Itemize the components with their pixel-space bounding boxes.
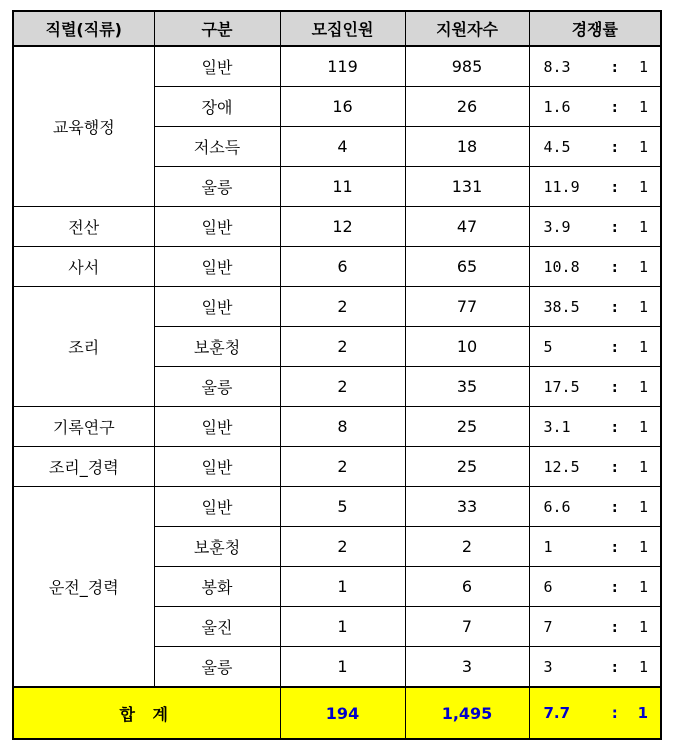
ratio-left: 1.6 [543, 97, 571, 116]
ratio-colon: : [610, 457, 620, 476]
ratio-left: 7 [543, 617, 553, 636]
competition-ratio-cell [529, 447, 661, 487]
job-series-cell: 조리 [13, 287, 154, 407]
ratio-colon: : [610, 257, 620, 276]
recruit-count-cell: 2 [280, 327, 405, 367]
applicant-count-cell: 26 [405, 87, 529, 127]
category-cell: 저소득 [154, 127, 280, 167]
category-cell: 울릉 [154, 367, 280, 407]
recruit-count-cell: 5 [280, 487, 405, 527]
ratio-colon: : [610, 377, 620, 396]
ratio-colon: : [610, 57, 620, 76]
table-header [13, 11, 661, 46]
total-row [13, 687, 661, 739]
ratio-right: 1 [638, 57, 648, 76]
ratio-right: 1 [638, 417, 648, 436]
ratio-left: 12.5 [543, 457, 580, 476]
competition-ratio-cell [529, 287, 661, 327]
ratio-right: 1 [638, 337, 648, 356]
ratio-colon: : [610, 297, 620, 316]
category-cell: 일반 [154, 407, 280, 447]
recruit-count-cell: 2 [280, 287, 405, 327]
category-cell: 일반 [154, 287, 280, 327]
category-cell: 울릉 [154, 167, 280, 207]
ratio-colon: : [610, 97, 620, 116]
recruit-count-cell: 1 [280, 607, 405, 647]
applicant-count-cell: 131 [405, 167, 529, 207]
ratio-left: 38.5 [543, 297, 580, 316]
recruit-count-cell: 8 [280, 407, 405, 447]
applicant-count-cell: 25 [405, 447, 529, 487]
competition-ratio-cell [529, 647, 661, 688]
category-cell: 일반 [154, 447, 280, 487]
ratio-colon: : [610, 337, 620, 356]
ratio-left: 3 [543, 657, 553, 676]
ratio-colon: : [610, 577, 620, 596]
category-cell: 일반 [154, 207, 280, 247]
competition-ratio-cell [529, 367, 661, 407]
applicant-count-cell: 33 [405, 487, 529, 527]
ratio-right: 1 [638, 297, 648, 316]
applicant-count-cell: 25 [405, 407, 529, 447]
header-job-series: 직렬(직류) [13, 11, 154, 46]
table-row [13, 207, 661, 247]
ratio-left: 5 [543, 337, 553, 356]
competition-ratio-cell [529, 407, 661, 447]
total-ratio [529, 687, 661, 739]
table-row [13, 447, 661, 487]
job-series-cell: 사서 [13, 247, 154, 287]
applicant-count-cell: 2 [405, 527, 529, 567]
competition-ratio-cell [529, 567, 661, 607]
table-row [13, 287, 661, 327]
recruit-count-cell: 11 [280, 167, 405, 207]
ratio-left: 6.6 [543, 497, 571, 516]
ratio-colon: : [610, 617, 620, 636]
ratio-right: 1 [638, 617, 648, 636]
table-footer [13, 687, 661, 739]
applicant-count-cell: 6 [405, 567, 529, 607]
total-label: 합 계 [13, 687, 280, 739]
header-competition-ratio: 경쟁률 [529, 11, 661, 46]
ratio-colon: : [610, 137, 620, 156]
header-row [13, 11, 661, 46]
category-cell: 봉화 [154, 567, 280, 607]
applicant-count-cell: 35 [405, 367, 529, 407]
ratio-left: 8.3 [543, 57, 571, 76]
table-body [13, 46, 661, 687]
category-cell: 울진 [154, 607, 280, 647]
applicant-count-cell: 47 [405, 207, 529, 247]
applicant-count-cell: 77 [405, 287, 529, 327]
header-category: 구분 [154, 11, 280, 46]
job-series-cell: 전산 [13, 207, 154, 247]
recruit-count-cell: 6 [280, 247, 405, 287]
applicant-count-cell: 18 [405, 127, 529, 167]
competition-ratio-cell [529, 127, 661, 167]
competition-ratio-cell [529, 607, 661, 647]
recruit-count-cell: 12 [280, 207, 405, 247]
competition-ratio-cell [529, 247, 661, 287]
recruitment-competition-table [12, 10, 662, 740]
total-applicants: 1,495 [405, 687, 529, 739]
ratio-right: 1 [638, 137, 648, 156]
ratio-left: 10.8 [543, 257, 580, 276]
ratio-right: 1 [638, 97, 648, 116]
ratio-right: 1 [638, 577, 648, 596]
ratio-right: 1 [638, 257, 648, 276]
competition-ratio-cell [529, 46, 661, 87]
recruit-count-cell: 1 [280, 647, 405, 688]
competition-ratio-cell [529, 327, 661, 367]
ratio-colon: : [610, 537, 620, 556]
category-cell: 울릉 [154, 647, 280, 688]
category-cell: 일반 [154, 46, 280, 87]
applicant-count-cell: 3 [405, 647, 529, 688]
recruit-count-cell: 119 [280, 46, 405, 87]
competition-ratio-cell [529, 87, 661, 127]
ratio-right: 1 [638, 457, 648, 476]
recruit-count-cell: 4 [280, 127, 405, 167]
ratio-colon: : [610, 177, 620, 196]
table-row [13, 487, 661, 527]
ratio-left: 3.9 [543, 217, 571, 236]
ratio-right: 1 [638, 177, 648, 196]
ratio-right: 1 [638, 657, 648, 676]
recruit-count-cell: 2 [280, 527, 405, 567]
ratio-right: 1 [638, 217, 648, 236]
job-series-cell: 운전_경력 [13, 487, 154, 688]
ratio-left: 1 [543, 537, 553, 556]
ratio-left: 6 [543, 577, 553, 596]
header-applicant-count: 지원자수 [405, 11, 529, 46]
table-row [13, 247, 661, 287]
competition-ratio-cell [529, 487, 661, 527]
table-row [13, 46, 661, 87]
ratio-right: 1 [637, 704, 648, 722]
table-row [13, 407, 661, 447]
ratio-right: 1 [638, 537, 648, 556]
job-series-cell: 교육행정 [13, 46, 154, 207]
category-cell: 보훈청 [154, 527, 280, 567]
ratio-colon: : [610, 417, 620, 436]
competition-ratio-cell [529, 167, 661, 207]
recruit-count-cell: 2 [280, 367, 405, 407]
competition-ratio-cell [529, 207, 661, 247]
category-cell: 일반 [154, 247, 280, 287]
header-recruit-count: 모집인원 [280, 11, 405, 46]
ratio-colon: : [610, 657, 620, 676]
applicant-count-cell: 985 [405, 46, 529, 87]
recruit-count-cell: 16 [280, 87, 405, 127]
ratio-left: 3.1 [543, 417, 571, 436]
category-cell: 보훈청 [154, 327, 280, 367]
ratio-right: 1 [638, 377, 648, 396]
applicant-count-cell: 65 [405, 247, 529, 287]
recruit-count-cell: 1 [280, 567, 405, 607]
category-cell: 장애 [154, 87, 280, 127]
job-series-cell: 기록연구 [13, 407, 154, 447]
ratio-colon: : [610, 497, 620, 516]
ratio-right: 1 [638, 497, 648, 516]
ratio-left: 4.5 [543, 137, 571, 156]
recruit-count-cell: 2 [280, 447, 405, 487]
applicant-count-cell: 7 [405, 607, 529, 647]
competition-ratio-cell [529, 527, 661, 567]
job-series-cell: 조리_경력 [13, 447, 154, 487]
ratio-left: 17.5 [543, 377, 580, 396]
total-recruit: 194 [280, 687, 405, 739]
category-cell: 일반 [154, 487, 280, 527]
ratio-left: 11.9 [543, 177, 580, 196]
ratio-colon: : [610, 217, 620, 236]
ratio-left: 7.7 [543, 704, 571, 722]
ratio-colon: : [611, 704, 618, 722]
applicant-count-cell: 10 [405, 327, 529, 367]
